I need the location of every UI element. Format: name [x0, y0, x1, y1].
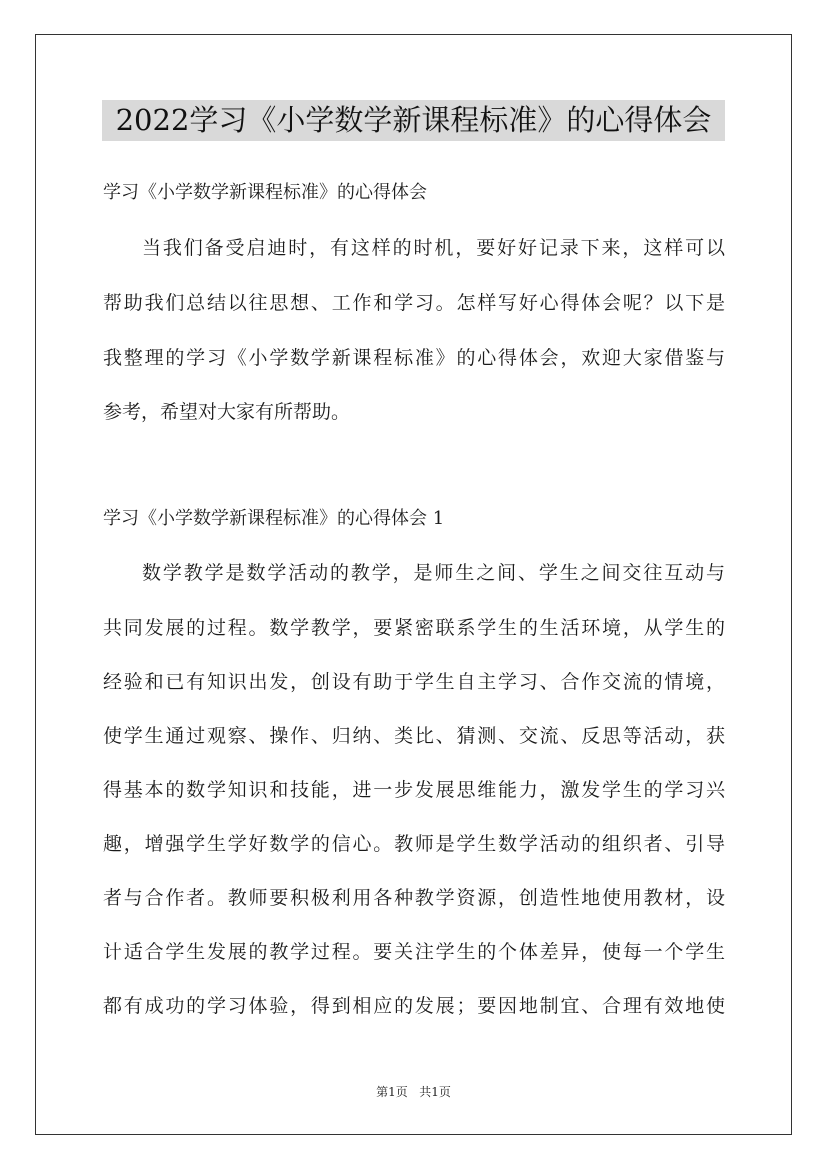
paragraph-line: 数学教学是数学活动的教学，是师生之间、学生之间交往互动与 — [142, 562, 725, 584]
paragraph-line: 共同发展的过程。数学教学，要紧密联系学生的生活环境，从学生的 — [103, 617, 725, 639]
section-heading: 学习《小学数学新课程标准》的心得体会 1 — [103, 508, 445, 529]
paragraph-line: 我整理的学习《小学数学新课程标准》的心得体会，欢迎大家借鉴与 — [103, 347, 725, 369]
page-footer: 第1页 共1页 — [376, 1085, 451, 1099]
paragraph-line: 趣，增强学生学好数学的信心。教师是学生数学活动的组织者、引导 — [103, 833, 725, 855]
paragraph-line: 得基本的数学知识和技能，进一步发展思维能力，激发学生的学习兴 — [103, 779, 725, 801]
document-subtitle: 学习《小学数学新课程标准》的心得体会 — [103, 182, 427, 203]
paragraph-line: 帮助我们总结以往思想、工作和学习。怎样写好心得体会呢？以下是 — [103, 292, 725, 314]
paragraph-line: 经验和已有知识出发，创设有助于学生自主学习、合作交流的情境， — [103, 671, 725, 693]
document-title: 2022学习《小学数学新课程标准》的心得体会 — [102, 100, 725, 141]
paragraph-line: 参考，希望对大家有所帮助。 — [103, 401, 351, 423]
paragraph-line: 当我们备受启迪时，有这样的时机，要好好记录下来，这样可以 — [142, 237, 725, 259]
paragraph-line: 计适合学生发展的教学过程。要关注学生的个体差异，使每一个学生 — [103, 941, 725, 963]
paragraph-line: 使学生通过观察、操作、归纳、类比、猜测、交流、反思等活动，获 — [103, 725, 725, 747]
paragraph-line: 者与合作者。教师要积极利用各种教学资源，创造性地使用教材，设 — [103, 887, 725, 909]
paragraph-line: 都有成功的学习体验，得到相应的发展；要因地制宜、合理有效地使 — [103, 995, 725, 1017]
